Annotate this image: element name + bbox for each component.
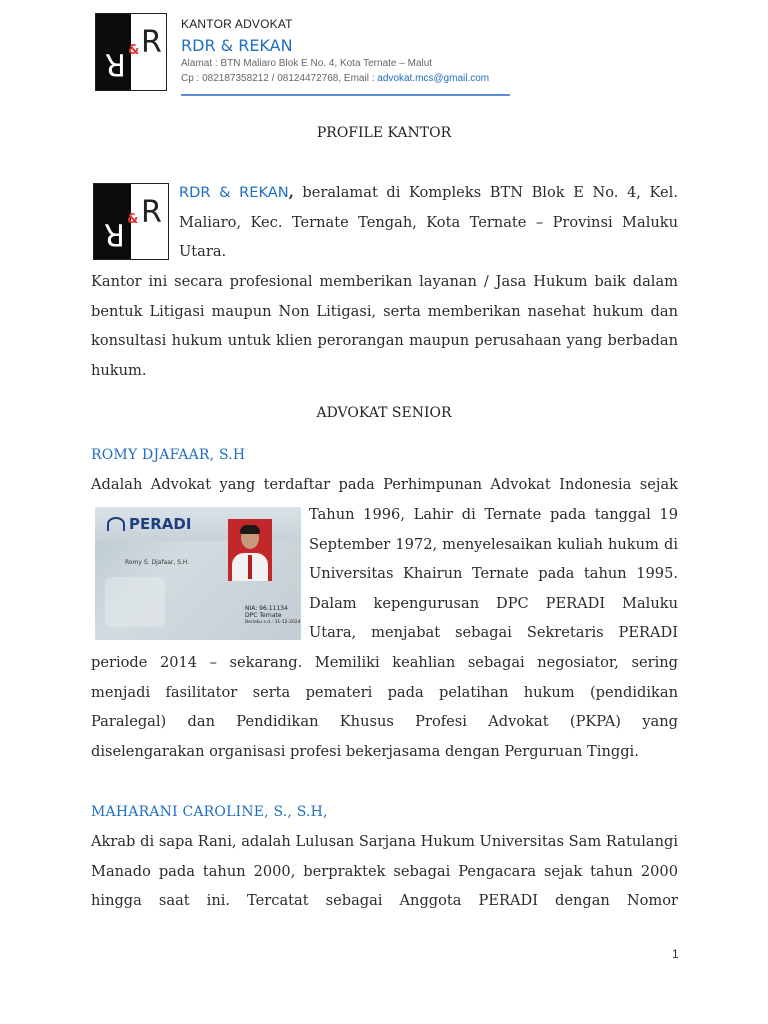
- portrait-hair: [240, 525, 260, 534]
- logo-ampersand: &: [128, 43, 140, 58]
- peradi-emblem-icon: [107, 517, 125, 531]
- advocate-bio-rest: [91, 648, 678, 766]
- advocate-bio-beside-card: [309, 500, 678, 648]
- profile-logo: [93, 183, 169, 260]
- id-card-holder: Romy S. Djafaar, S.H.: [125, 559, 190, 566]
- advocate-name-romy: ROMY DJAFAAR, S.H: [91, 447, 246, 463]
- logo-letter-right: R: [141, 25, 162, 60]
- letterhead-divider: [181, 94, 510, 96]
- id-card-org: PERADI: [129, 515, 192, 533]
- id-card-glare: [105, 577, 165, 627]
- letterhead-contact: [181, 73, 489, 84]
- advocate-bio-maharani: [91, 827, 678, 916]
- letterhead-address: Alamat : BTN Maliaro Blok E No. 4, Kota Ternate – Malut: [181, 58, 433, 69]
- advocate-name-maharani: MAHARANI CAROLINE, S., S.H,: [91, 804, 328, 820]
- logo-letter-left: R: [104, 216, 125, 251]
- id-card-validity: Berlaku s.d.: 31-12-2024: [245, 620, 301, 625]
- profile-firm-comma: ,: [288, 184, 294, 201]
- contact-phones: Cp : 082187358212 / 08124472768, Email :: [181, 73, 378, 84]
- id-card-nia: NIA: 96.11134: [245, 605, 288, 612]
- logo-letter-right: R: [141, 195, 162, 230]
- id-card-branch: DPC Ternate: [245, 612, 282, 619]
- advocate-bio-first: [91, 470, 678, 500]
- logo-ampersand: &: [127, 212, 139, 227]
- id-card-details: [245, 605, 301, 626]
- advocate-bio-rest-text: periode 2014 – sekarang. Memiliki keahlian sebagai negosiator, sering menjadi fasilitator serta pemateri pada pelatihan hukum (pendidikan Paralegal) dan Pendidikan Khusus Profesi Advokat (PKPA) yang diselengarakan organisasi profesi bekerjasama dengan Perguruan Tinggi.: [91, 654, 678, 760]
- profile-heading: PROFILE KANTOR: [316, 125, 452, 141]
- profile-description-text: Kantor ini secara profesional memberikan layanan / Jasa Hukum baik dalam bentuk Litigasi maupun Non Litigasi, serta memberikan nasehat hukum dan konsultasi hukum untuk klien perorangan maupun perusahaan yang berbadan hukum.: [91, 273, 678, 379]
- profile-firm-name: RDR & REKAN: [179, 184, 289, 201]
- firm-logo: [95, 13, 167, 91]
- advocate-bio-beside-card-text: Tahun 1996, Lahir di Ternate pada tanggal 19 September 1972, menyelesaikan kuliah hukum di Universitas Khairun Ternate pada tahun 1995. Dalam kepengurusan DPC PERADI Maluku Utara, menjabat sebagai Sekretaris PERADI: [309, 506, 678, 642]
- page-number: 1: [672, 947, 679, 961]
- letterhead-kantor-label: KANTOR ADVOKAT: [181, 17, 293, 31]
- contact-email-link[interactable]: advokat.mcs@gmail.com: [377, 73, 490, 84]
- profile-description: [91, 267, 678, 385]
- advocate-id-card-photo: [95, 507, 301, 640]
- senior-heading: ADVOKAT SENIOR: [316, 405, 452, 421]
- portrait-tie: [248, 555, 252, 579]
- id-card-portrait: [228, 519, 272, 581]
- profile-address-text: beralamat di Kompleks BTN Blok E No. 4, Kel. Maliaro, Kec. Ternate Tengah, Kota Ternate – Provinsi Maluku Utara.: [179, 184, 678, 261]
- logo-letter-left: R: [105, 46, 126, 81]
- profile-intro: [179, 178, 678, 267]
- advocate-bio-maharani-text: Akrab di sapa Rani, adalah Lulusan Sarjana Hukum Universitas Sam Ratulangi Manado pada tahun 2000, berpraktek sebagai Pengacara sejak tahun 2000 hingga saat ini. Tercatat sebagai Anggota PERADI dengan Nomor: [91, 833, 678, 910]
- advocate-bio-first-line: Adalah Advokat yang terdaftar pada Perhimpunan Advokat Indonesia sejak: [91, 476, 678, 493]
- letterhead-firm-name: RDR & REKAN: [181, 36, 293, 55]
